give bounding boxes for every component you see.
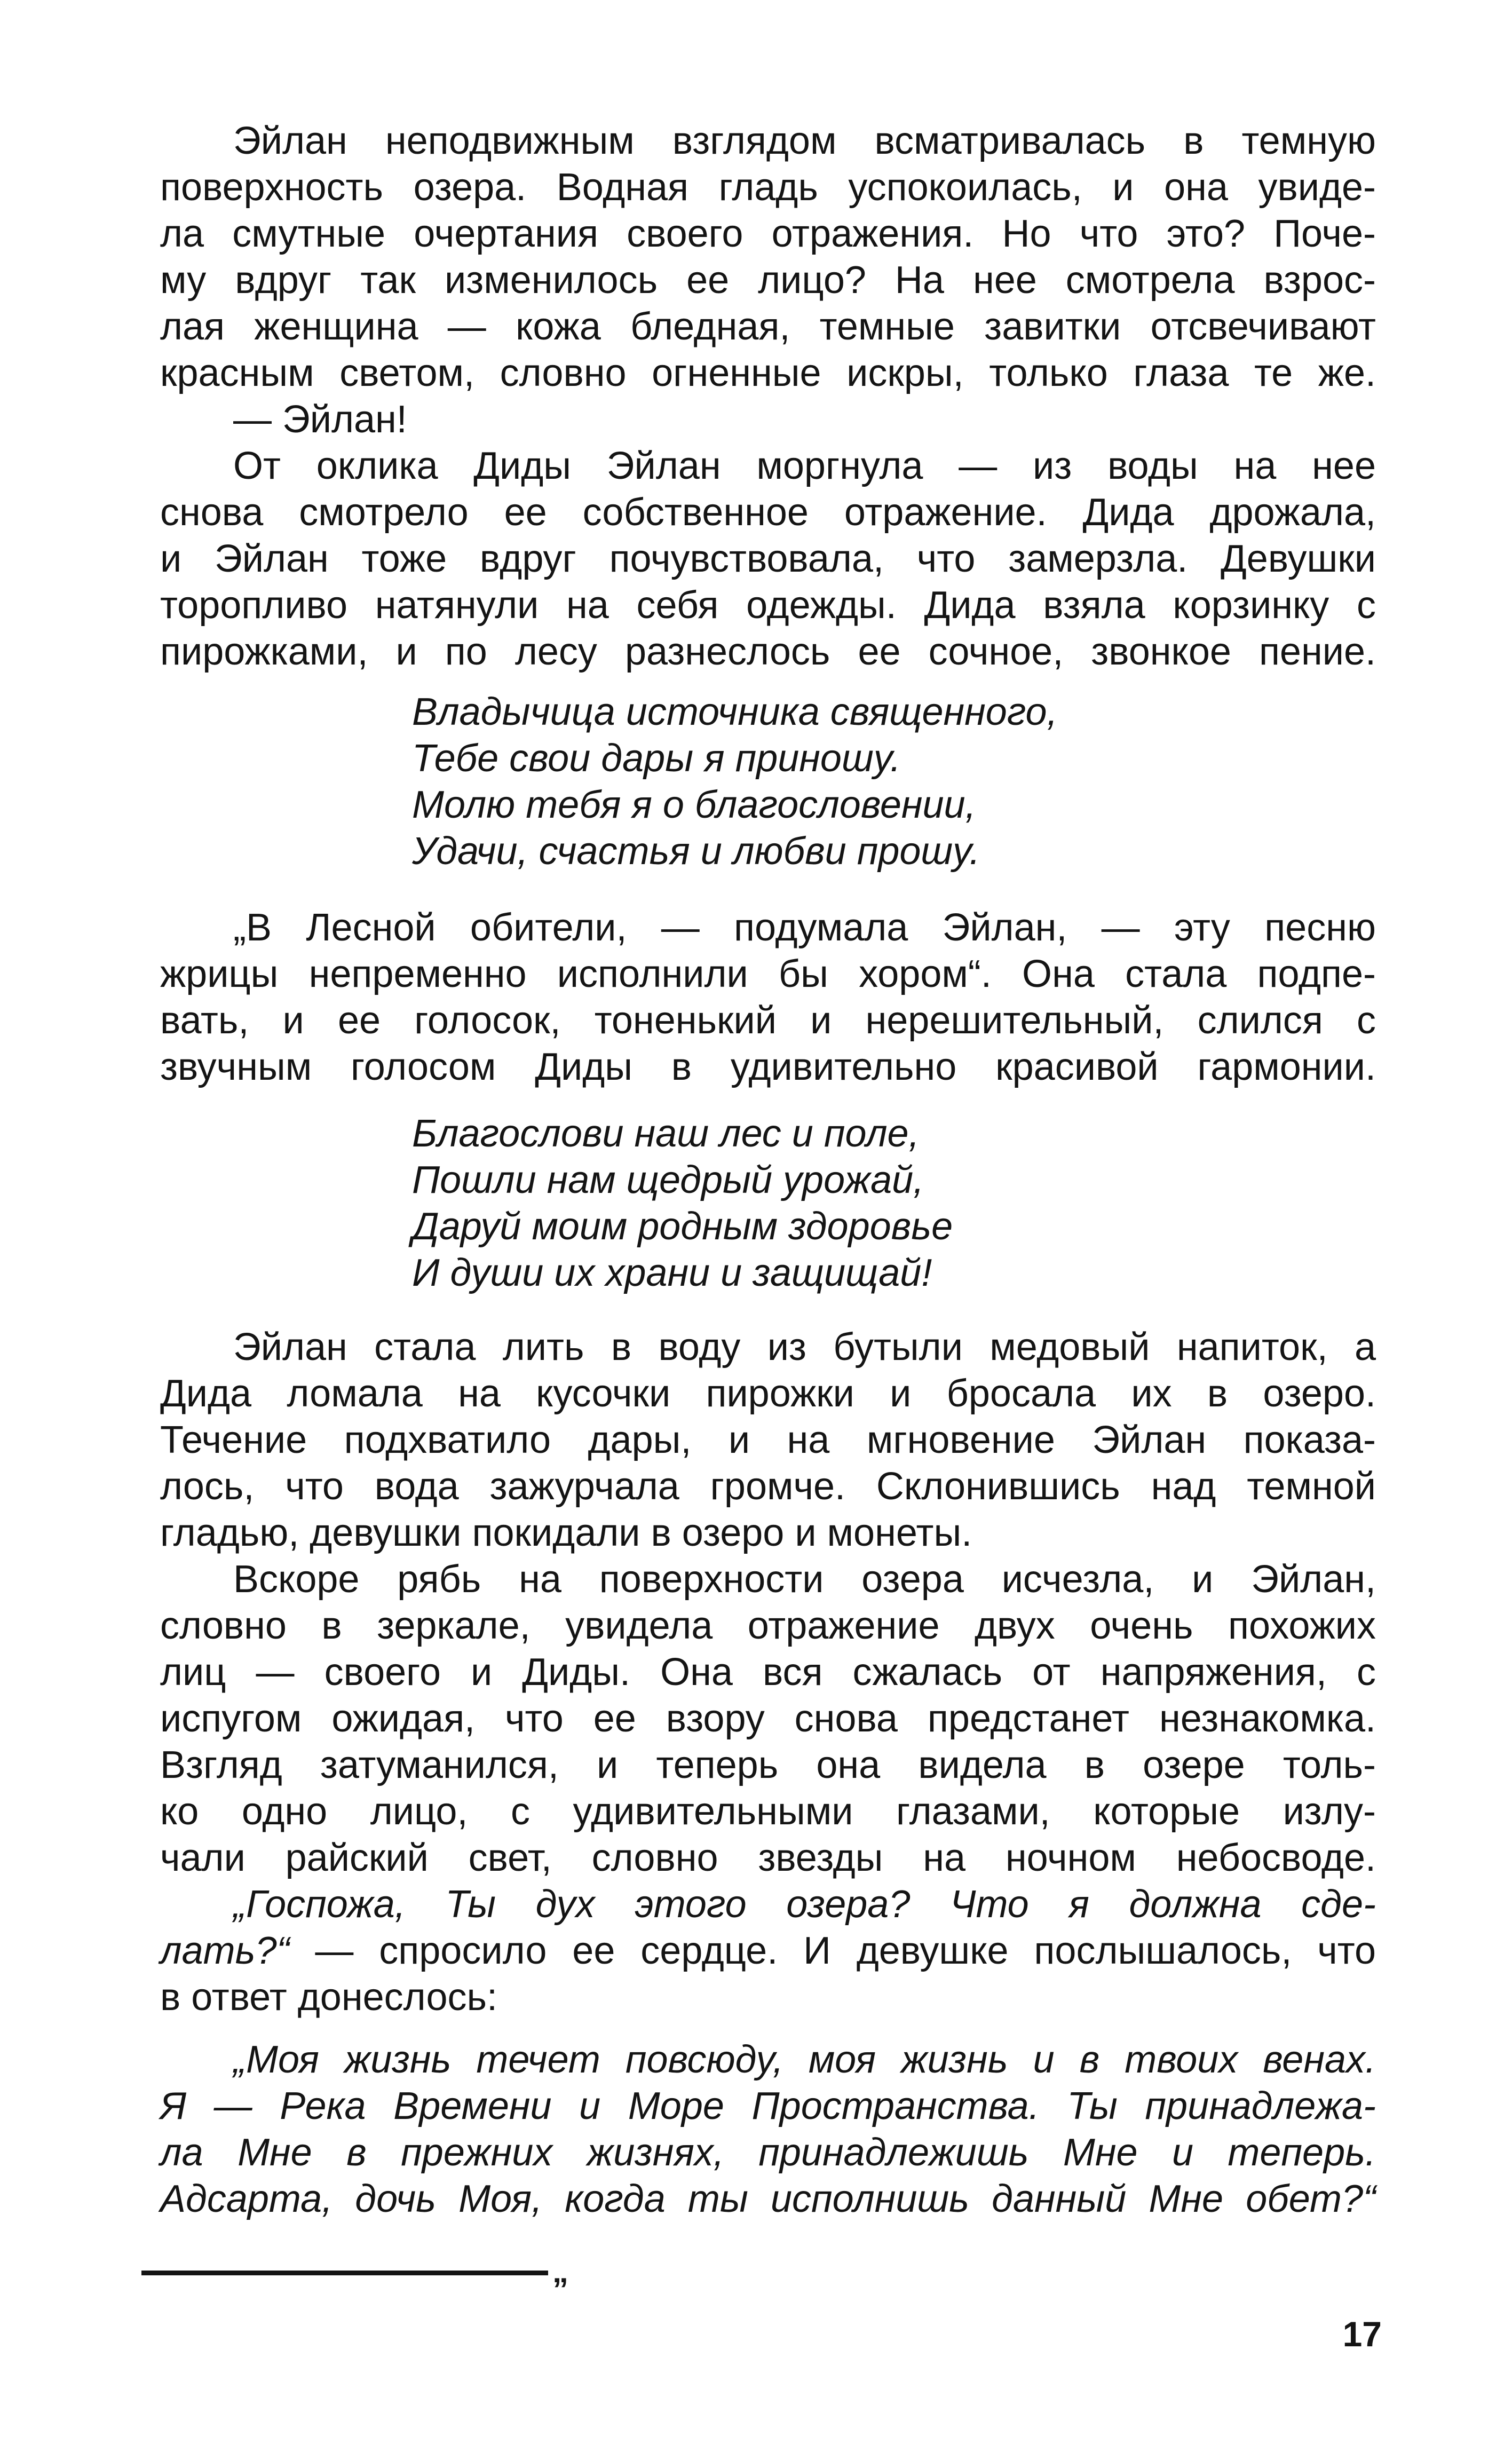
text-line: и Эйлан тоже вдруг почувствовала, что замерзла. Девушки: [160, 537, 1376, 580]
text-line: му вдруг так изменилось ее лицо? На нее смотрела взрос-: [160, 259, 1376, 302]
verse-line: Пошли нам щедрый урожай,: [412, 1159, 924, 1201]
text-line: лиц — своего и Диды. Она вся сжалась от напряжения, с: [160, 1651, 1376, 1694]
text-line: поверхность озера. Водная гладь успокоилась, и она увиде-: [160, 166, 1376, 209]
text-line: словно в зеркале, увидела отражение двух очень похожих: [160, 1604, 1376, 1647]
text-line-mixed: [160, 1929, 1376, 1972]
verse-line: Владычица источника священного,: [412, 691, 1058, 733]
text-line: красным светом, словно огненные искры, только глаза те же.: [160, 352, 1376, 394]
text-line: „В Лесной обители, — подумала Эйлан, — эту песню: [233, 906, 1376, 949]
text-line: Вскоре рябь на поверхности озера исчезла, и Эйлан,: [233, 1558, 1376, 1601]
text-line: ла Мне в прежних жизнях, принадлежишь Мне и теперь.: [160, 2131, 1376, 2174]
text-line: ла смутные очертания своего отражения. Но что это? Поче-: [160, 212, 1376, 255]
verse-line: Тебе свои дары я приношу.: [412, 737, 901, 780]
page-number: 17: [1342, 2314, 1382, 2354]
footnote-rule: [141, 2271, 548, 2275]
verse-line: Благослови наш лес и поле,: [412, 1112, 920, 1155]
text-line: Адсарта, дочь Моя, когда ты исполнишь данный Мне обет?“: [160, 2178, 1376, 2220]
text-line: жрицы непременно исполнили бы хором“. Она стала подпе-: [160, 953, 1376, 995]
text-line: „Моя жизнь течет повсюду, моя жизнь и в твоих венах.: [233, 2038, 1376, 2081]
verse-line: Удачи, счастья и любви прошу.: [412, 830, 980, 873]
text-line: лось, что вода зажурчала громче. Склонившись над темной: [160, 1465, 1376, 1508]
text-line: снова смотрело ее собственное отражение. Дида дрожала,: [160, 491, 1376, 534]
verse-line: И души их храни и защищай!: [412, 1252, 932, 1294]
text-line: Я — Река Времени и Море Пространства. Ты принадлежа-: [160, 2085, 1376, 2127]
italic-fragment: лать?“: [160, 1929, 290, 1972]
text-line: в ответ донеслось:: [160, 1976, 498, 2019]
text-line: звучным голосом Диды в удивительно красивой гармонии.: [160, 1046, 1376, 1088]
text-line: Течение подхватило дары, и на мгновение Эйлан показа-: [160, 1419, 1376, 1461]
text-line: торопливо натянули на себя одежды. Дида взяла корзинку с: [160, 584, 1376, 627]
text-line: — Эйлан!: [233, 398, 407, 441]
text-line: „Госпожа, Ты дух этого озера? Что я должна сде-: [233, 1883, 1376, 1926]
text-line: гладью, девушки покидали в озеро и монеты.: [160, 1512, 972, 1554]
text-line: ко одно лицо, с удивительными глазами, которые излу-: [160, 1790, 1376, 1833]
text-line: вать, и ее голосок, тоненький и нерешительный, слился с: [160, 999, 1376, 1042]
text-line: Взгляд затуманился, и теперь она видела в озере толь-: [160, 1744, 1376, 1786]
verse-line: Даруй моим родным здоровье: [412, 1205, 953, 1248]
text-line: Эйлан стала лить в воду из бутыли медовый напиток, а: [233, 1326, 1376, 1369]
text-line: Дида ломала на кусочки пирожки и бросала их в озеро.: [160, 1372, 1376, 1415]
text-line: лая женщина — кожа бледная, темные завитки отсвечивают: [160, 305, 1376, 348]
text-fragment: — спросило ее сердце. И девушке послышалось, что: [289, 1929, 1376, 1972]
text-line: Эйлан неподвижным взглядом всматривалась в темную: [233, 120, 1376, 162]
text-line: пирожками, и по лесу разнеслось ее сочное, звонкое пение.: [160, 630, 1376, 673]
footnote-mark: „: [552, 2253, 568, 2289]
verse-line: Молю тебя я о благословении,: [412, 784, 976, 826]
text-line: От оклика Диды Эйлан моргнула — из воды на нее: [233, 445, 1376, 487]
text-line: испугом ожидая, что ее взору снова предстанет незнакомка.: [160, 1697, 1376, 1740]
text-line: чали райский свет, словно звезды на ночном небосводе.: [160, 1837, 1376, 1879]
